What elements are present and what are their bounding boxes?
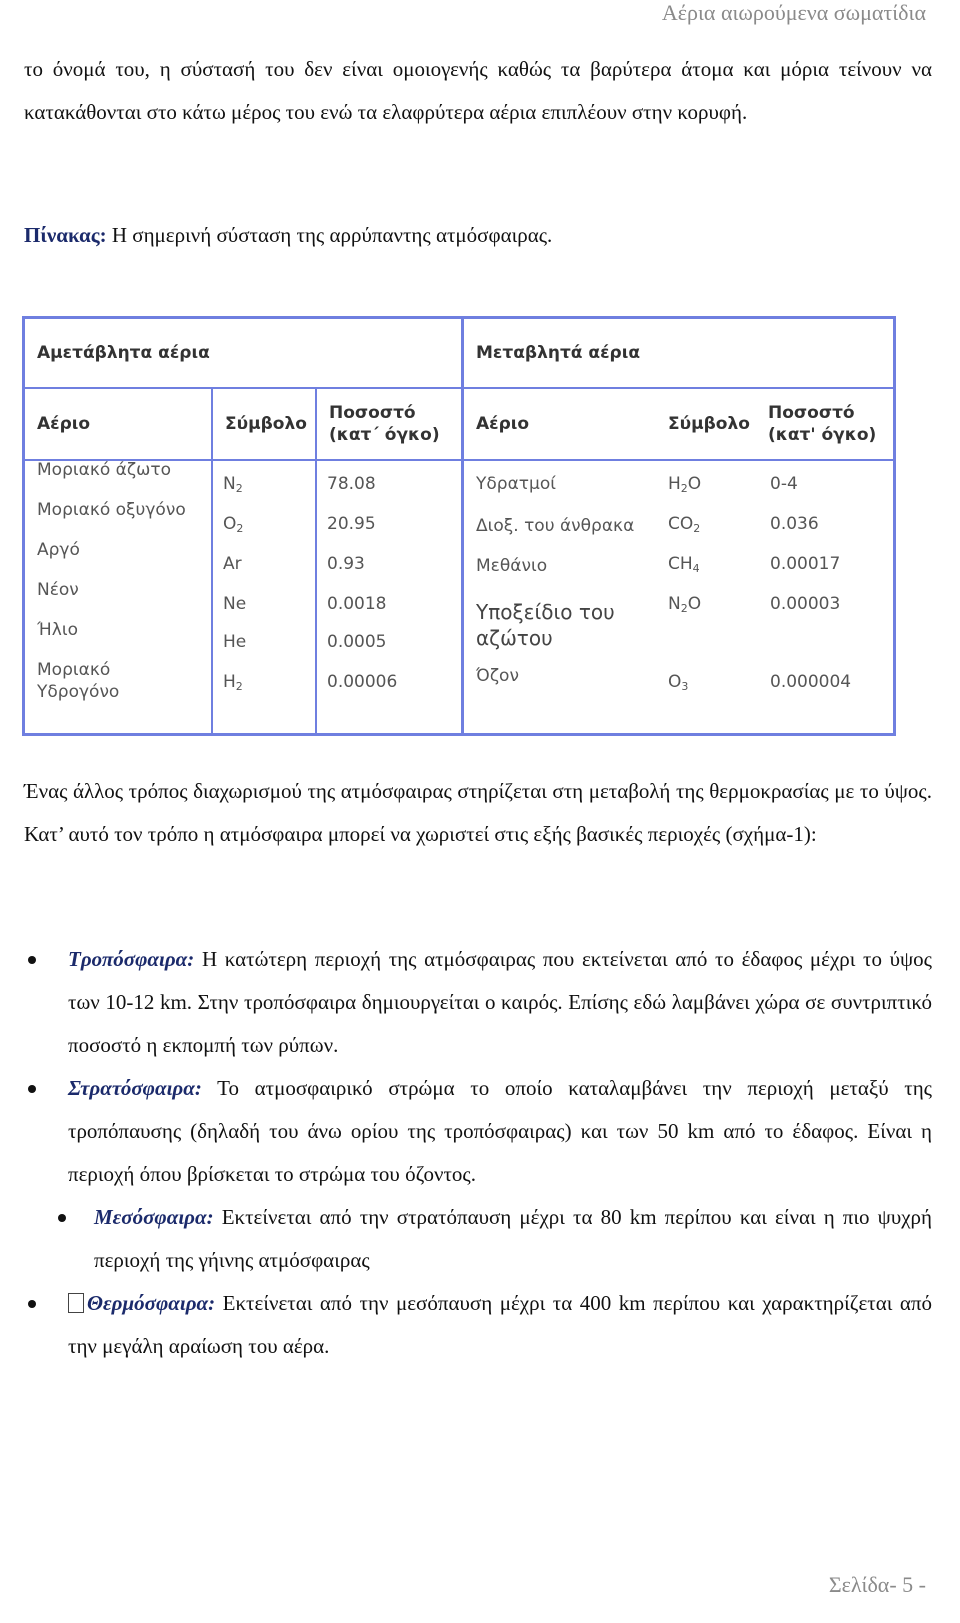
gas-percent: 0.00006 — [327, 672, 398, 692]
gas-name: Μοριακό Υδρογόνο — [37, 660, 120, 702]
caption-label: Πίνακας: — [24, 223, 107, 247]
list-item — [24, 1196, 932, 1282]
gas-percent: 78.08 — [327, 474, 376, 494]
gas-name: Υποξείδιο του αζώτου — [476, 600, 615, 650]
list-item — [24, 938, 932, 1067]
header-symbol: Σύμβολο — [668, 414, 750, 434]
bullet-icon — [58, 1214, 66, 1222]
header-symbol: Σύμβολο — [211, 389, 315, 459]
gas-symbol: $O_2$ — [223, 514, 244, 535]
gas-percent: 20.95 — [327, 514, 376, 534]
gas-percent: 0.000004 — [770, 672, 852, 692]
gas-name: Μοριακό άζωτο — [37, 460, 171, 480]
gas-symbol: $N_2O$ — [668, 594, 702, 615]
layer-description: Η κατώτερη περιοχή της ατμόσφαιρας που εκτείνεται από το έδαφος μέχρι το ύψος των 10-12 km. Στην τροπόσφαιρα δημιουργείται ο καιρός. Επίσης εδώ λαμβάνει χώρα σε συντριπτικό ποσοστό η εκπομπή των ρύπων. — [68, 947, 932, 1057]
layer-term: Μεσόσφαιρα: — [94, 1205, 214, 1229]
gas-symbol: $CH_4$ — [668, 554, 700, 575]
gas-name: Νέον — [37, 580, 79, 600]
gas-symbol: $O_3$ — [668, 672, 689, 693]
header-percent-line2: (κατ' όγκο) — [768, 425, 877, 445]
layer-description: Εκτείνεται από την στρατόπαυση μέχρι τα 80 km περίπου και είναι η πιο ψυχρή περιοχή της γήινης ατμόσφαιρας — [94, 1205, 932, 1272]
header-gas: Αέριο — [476, 414, 530, 434]
gas-percent: 0.00017 — [770, 554, 841, 574]
gas-name: Αργό — [37, 540, 80, 560]
gas-symbol: $CO_2$ — [668, 514, 701, 535]
gas-name: Διοξ. του άνθρακα — [476, 516, 635, 536]
layer-term: Τροπόσφαιρα: — [68, 947, 195, 971]
gas-percent: 0.93 — [327, 554, 365, 574]
gas-name: Όζον — [476, 666, 519, 686]
gas-percent: 0.036 — [770, 514, 819, 534]
gas-symbol: $H_2$ — [223, 672, 243, 693]
fixed-gases-header-row — [25, 387, 461, 461]
fixed-gases-title: Αμετάβλητα αέρια — [37, 343, 210, 363]
division-paragraph: Ένας άλλος τρόπος διαχωρισμού της ατμόσφαιρας στηρίζεται στη μεταβολή της θερμοκρασίας με το ύψος. Κατ’ αυτό τον τρόπο η ατμόσφαιρα μπορεί να χωριστεί στις εξής βασικές περιοχές (σχήμα-1): — [24, 779, 932, 846]
caption-text: Η σημερινή σύσταση της αρρύπαντης ατμόσφαιρας. — [106, 223, 553, 247]
intro-paragraph: το όνομά του, η σύστασή του δεν είναι ομοιογενής καθώς τα βαρύτερα άτομα και μόρια τείνουν να κατακάθονται στο κάτω μέρος του ενώ τα ελαφρύτερα αέρια επιπλέουν στην κορυφή. — [24, 57, 932, 124]
variable-gases-title: Μεταβλητά αέρια — [476, 343, 640, 363]
header-percent-line1: Ποσοστό — [329, 403, 416, 423]
gas-name: Μοριακό οξυγόνο — [37, 500, 186, 520]
fixed-gases-body — [25, 459, 461, 733]
table-caption — [24, 223, 552, 248]
column-divider — [211, 459, 213, 733]
bullet-icon — [28, 1085, 36, 1093]
gas-percent: 0-4 — [770, 474, 798, 494]
gas-symbol: Ne — [223, 594, 247, 614]
variable-gases-body — [464, 459, 893, 733]
bullet-icon — [28, 1300, 36, 1308]
missing-glyph-box-icon — [68, 1293, 84, 1313]
header-percent — [315, 389, 461, 459]
variable-gases-section — [464, 319, 893, 733]
page-number: Σελίδα- 5 - — [828, 1572, 926, 1597]
gas-name: Ήλιο — [37, 620, 79, 640]
bullet-icon — [28, 956, 36, 964]
running-header: Αέρια αιωρούμενα σωματίδια — [661, 0, 926, 25]
list-item — [24, 1067, 932, 1196]
layer-term: Θερμόσφαιρα: — [87, 1291, 216, 1315]
gas-symbol: $H_2O$ — [668, 474, 702, 495]
header-percent-line1: Ποσοστό — [768, 403, 855, 423]
gas-symbol: $N_2$ — [223, 474, 243, 495]
atmosphere-composition-table — [22, 316, 896, 736]
column-divider — [315, 459, 317, 733]
gas-name: Μεθάνιο — [476, 556, 548, 576]
header-percent-line2: (κατ΄ όγκο) — [329, 425, 440, 445]
layer-description: Το ατμοσφαιρικό στρώμα το οποίο καταλαμβάνει την περιοχή μεταξύ της τροπόπαυσης (δηλαδή του άνω ορίου της τροπόσφαιρας) και των 50 km από το έδαφος. Είναι η περιοχή όπου βρίσκεται το στρώμα του όζοντος. — [68, 1076, 932, 1186]
layer-description: Εκτείνεται από την μεσόπαυση μέχρι τα 400 km περίπου και χαρακτηρίζεται από την μεγάλη αραίωση του αέρα. — [68, 1291, 932, 1358]
gas-percent: 0.00003 — [770, 594, 841, 614]
gas-percent: 0.0018 — [327, 594, 387, 614]
gas-symbol: He — [223, 632, 247, 652]
header-percent — [756, 389, 896, 459]
layer-term: Στρατόσφαιρα: — [68, 1076, 202, 1100]
atmosphere-layers-list — [24, 938, 932, 1368]
fixed-gases-section — [25, 319, 464, 733]
variable-gases-header-row — [464, 387, 893, 461]
gas-symbol: Ar — [223, 554, 242, 574]
list-item — [24, 1282, 932, 1368]
header-gas: Αέριο — [37, 414, 91, 434]
gas-name: Υδρατμοί — [476, 474, 556, 494]
gas-percent: 0.0005 — [327, 632, 387, 652]
